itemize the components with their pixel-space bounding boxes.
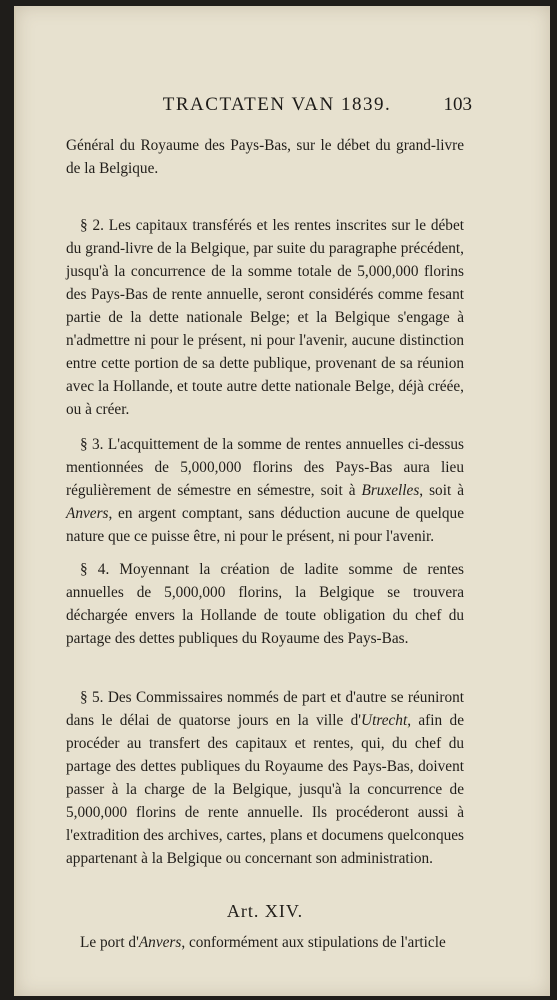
text-run: § 4. Moyennant la création de ladite somme de rentes annuelles de 5,000,000 florins, la Belgique se trouvera déchargée envers la Hollande de toute obligation du chef du partage des dettes publiques du Royaume des Pays-Bas. (66, 561, 464, 647)
running-head: TRACTATEN VAN 1839. (162, 94, 392, 115)
article-paragraph (66, 931, 464, 954)
paragraph-continuation (66, 134, 464, 180)
paragraph-section-5 (66, 686, 464, 870)
italic-place-name: Anvers (138, 934, 182, 951)
text-run: , soit à (419, 482, 464, 499)
italic-place-name: Utrecht (361, 712, 408, 729)
text-run: , afin de procéder au transfert des capitaux et rentes, qui, du chef du partage des dettes publiques du Royaume des Pays-Bas, doivent passer à la charge de la Belgique, jusqu'à la concurrence de 5,000,000 florins de rente annuelle. Ils procéderont aussi à l'extradition des archives, cartes, plans et documens quelconques appartenant à la Belgique ou concernant son administration. (66, 712, 464, 867)
text-run: § 5. Des Commissaires nommés de part et d'autre se réuniront dans le délai de quatorse jours en la ville d' (66, 689, 464, 729)
text-run: Le port d' (80, 934, 139, 951)
text-run: Général du Royaume des Pays-Bas, sur le débet du grand-livre de la Belgique. (66, 137, 464, 177)
body-text (66, 134, 464, 954)
text-run: § 2. Les capitaux transférés et les rentes inscrites sur le débet du grand-livre de la Belgique, par suite du paragraphe précédent, jusqu'à la concurrence de la somme totale de 5,000,000 florins des Pays-Bas de rente annuelle, seront considérés comme fesant partie de la dette nationale Belge; et la Belgique s'engage à n'admettre ni pour le présent, ni pour l'avenir, aucune distinction entre cette portion de sa dette publique, provenant de sa réunion avec la Hollande, et toute autre dette nationale Belge, déjà créée, ou à créer. (66, 217, 464, 418)
italic-place-name: Anvers (66, 505, 109, 522)
book-page (14, 6, 550, 996)
article-title: Art. XIV. (226, 901, 304, 921)
paragraph-section-2 (66, 214, 464, 421)
text-run: , en argent comptant, sans déduction aucune de quelque nature que ce puisse être, ni pour le présent, ni pour l'avenir. (66, 505, 464, 545)
page-number: 103 (443, 94, 472, 115)
italic-place-name: Bruxelles (361, 482, 420, 499)
paragraph-section-3 (66, 433, 464, 548)
text-run: , conformément aux stipulations de l'article (181, 934, 446, 951)
text-run: § 3. L'acquittement de la somme de rentes annuelles ci-dessus mentionnées de 5,000,000 florins des Pays-Bas aura lieu régulièrement de sémestre en sémestre, soit à (66, 436, 464, 499)
paragraph-section-4 (66, 558, 464, 650)
